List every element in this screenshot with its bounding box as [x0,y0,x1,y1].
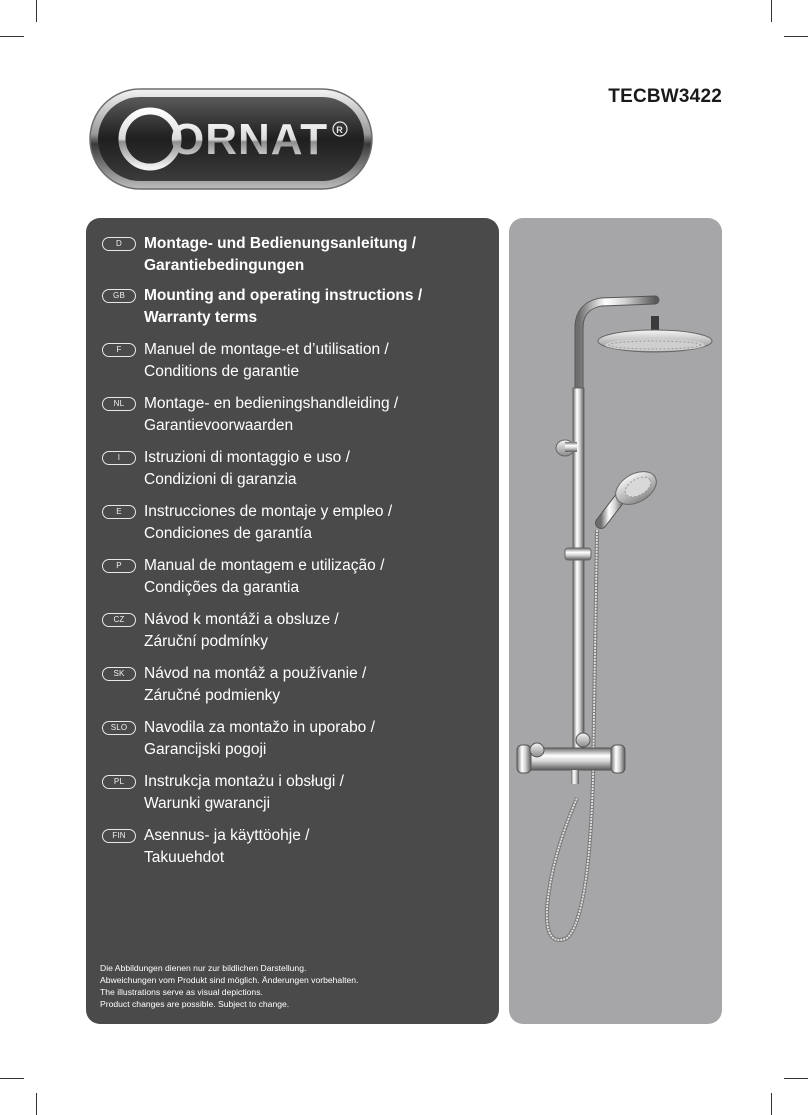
crop-mark [36,1093,37,1115]
language-title: Manual de montagem e utilização / Condições da garantia [144,557,385,596]
crop-mark [771,1093,772,1115]
logo-text: ORNAT [170,115,329,164]
language-title: Návod k montáži a obsluze / Záruční podmínky [144,611,339,650]
crop-mark [771,0,772,22]
crop-mark [36,0,37,22]
language-badge: E [102,505,136,519]
language-badge: CZ [102,613,136,627]
model-code: TECBW3422 [608,86,722,107]
language-title: Navodila za montažo in uporabo / Garancijski pogoji [144,719,375,758]
language-title: Instrukcja montażu i obsługi / Warunki gwarancji [144,773,344,812]
language-badge: P [102,559,136,573]
language-title: Instrucciones de montaje y empleo / Condiciones de garantía [144,503,393,542]
language-title: Montage- und Bedienungsanleitung / Garantiebedingungen [144,235,417,274]
language-title: Mounting and operating instructions / Warranty terms [144,287,423,326]
language-badge: NL [102,397,136,411]
crop-mark [784,36,808,37]
language-badge: SK [102,667,136,681]
shower-system-illustration [509,218,722,1024]
crop-mark [0,1078,24,1079]
crop-mark [784,1078,808,1079]
svg-text:R: R [336,125,343,135]
language-badge: FIN [102,829,136,843]
language-badge: F [102,343,136,357]
product-image-panel [509,218,722,1024]
crop-mark [0,36,24,37]
language-badge: GB [102,289,136,303]
language-title: Istruzioni di montaggio e uso / Condizioni di garanzia [144,449,350,488]
language-title: Asennus- ja käyttöohje / Takuuehdot [144,827,310,866]
language-title: Návod na montáž a používanie / Záručné podmienky [144,665,367,704]
language-panel [86,218,499,1024]
language-title: Manuel de montage-et d’utilisation / Conditions de garantie [144,341,389,380]
language-badge: I [102,451,136,465]
disclaimer: Die Abbildungen dienen nur zur bildlichen Darstellung. Abweichungen vom Produkt sind möglich. Änderungen vorbehalten. The illustrations serve as visual depictions. Product changes are possible. Subject to change. [100,963,359,1009]
language-badge: PL [102,775,136,789]
language-badge: SLO [102,721,136,735]
cornat-logo [88,87,374,191]
language-title: Montage- en bedieningshandleiding / Garantievoorwaarden [144,395,399,434]
language-badge: D [102,237,136,251]
